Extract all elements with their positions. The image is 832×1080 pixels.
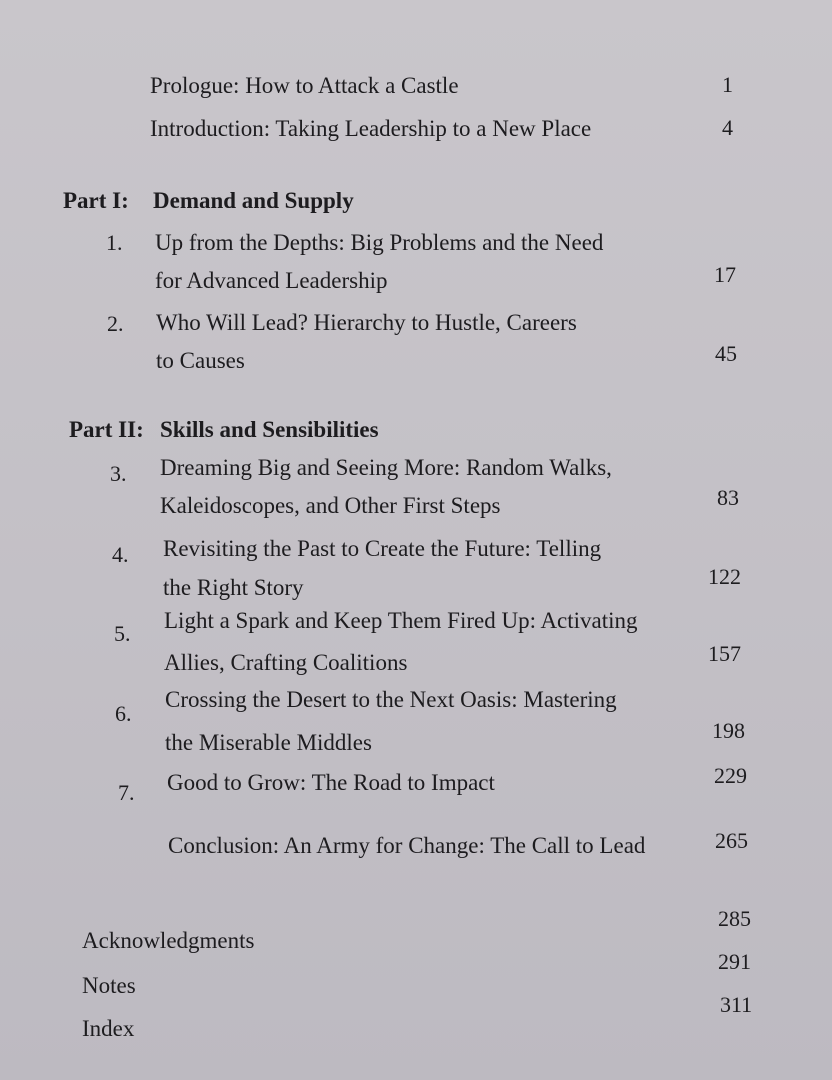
part-1-title: Demand and Supply (153, 188, 354, 213)
chapter-2-title-line1: Who Will Lead? Hierarchy to Hustle, Careers (156, 310, 577, 335)
chapter-4-title-line1: Revisiting the Past to Create the Future: Telling (163, 536, 602, 561)
chapter-7-title: Good to Grow: The Road to Impact (167, 770, 495, 795)
chapter-6-title-line2: the Miserable Middles (165, 730, 372, 755)
chapter-5-title-line2: Allies, Crafting Coalitions (164, 650, 408, 675)
chapter-3-number: 3. (110, 461, 127, 486)
chapter-1-title-line2: for Advanced Leadership (155, 268, 388, 293)
chapter-3-title-line2: Kaleidoscopes, and Other First Steps (160, 493, 501, 518)
index-title: Index (82, 1016, 135, 1041)
part-1-label: Part I: (63, 188, 129, 213)
chapter-6-number: 6. (115, 701, 132, 726)
part-2-label: Part II: (69, 417, 144, 442)
chapter-3-page: 83 (717, 485, 739, 510)
chapter-7-number: 7. (118, 780, 135, 805)
chapter-3-title-line1: Dreaming Big and Seeing More: Random Walks, (160, 455, 612, 480)
notes-page: 291 (718, 949, 751, 974)
introduction-title: Introduction: Taking Leadership to a New Place (150, 116, 592, 141)
chapter-2-title-line2: to Causes (156, 348, 245, 373)
chapter-5-number: 5. (114, 621, 131, 646)
prologue-page: 1 (722, 72, 733, 97)
chapter-2-number: 2. (107, 311, 124, 336)
part-2-title: Skills and Sensibilities (160, 417, 379, 442)
conclusion-title: Conclusion: An Army for Change: The Call to Lead (168, 833, 646, 858)
index-page: 311 (720, 992, 753, 1017)
chapter-6-title-line1: Crossing the Desert to the Next Oasis: Mastering (165, 687, 617, 712)
chapter-1-number: 1. (106, 230, 123, 255)
introduction-page: 4 (722, 115, 733, 140)
chapter-4-page: 122 (708, 564, 741, 589)
chapter-6-page: 198 (712, 718, 745, 743)
chapter-2-page: 45 (715, 341, 737, 366)
prologue-title: Prologue: How to Attack a Castle (150, 73, 459, 98)
chapter-4-number: 4. (112, 542, 129, 567)
acknowledgments-title: Acknowledgments (82, 928, 255, 953)
chapter-5-title-line1: Light a Spark and Keep Them Fired Up: Activating (164, 608, 638, 633)
chapter-4-title-line2: the Right Story (163, 575, 304, 600)
chapter-7-page: 229 (714, 763, 747, 788)
chapter-1-title-line1: Up from the Depths: Big Problems and the Need (155, 230, 604, 255)
conclusion-page: 265 (715, 828, 748, 853)
chapter-1-page: 17 (714, 262, 736, 287)
acknowledgments-page: 285 (718, 906, 751, 931)
notes-title: Notes (82, 973, 136, 998)
chapter-5-page: 157 (708, 641, 741, 666)
